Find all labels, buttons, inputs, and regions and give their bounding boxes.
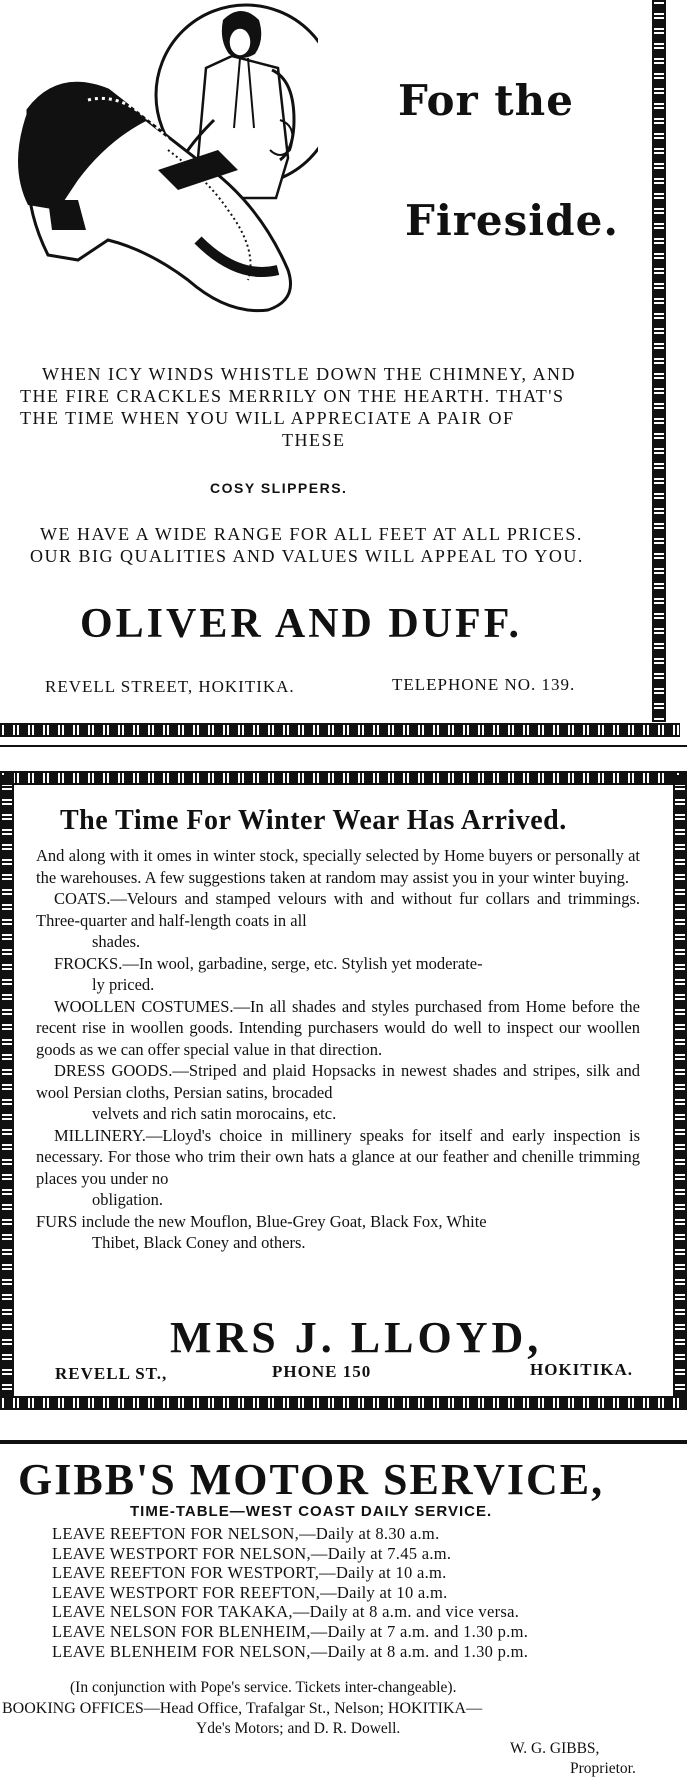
ad2-item-coats: COATS.—Velours and stamped velours with and without fur collars and trimmings. Three-quarter and half-length coats in all [36,889,640,930]
slipper-illustration [18,0,318,335]
ad2-item-woollen-costumes: WOOLLEN COSTUMES.—In all shades and styles purchased from Home before the recent rise in woollen goods. Intending purchasers would do well to inspect our woollen goods as we can offer special value in that direction. [36,996,640,1059]
ad2-title: The Time For Winter Wear Has Arrived. [60,805,567,836]
ad1-paragraph1-line: WHEN ICY WINDS WHISTLE DOWN THE CHIMNEY, AND [42,364,576,384]
ad2-intro: And along with it omes in winter stock, specially selected by Home buyers or personally at the warehouses. A few suggestions taken at random may assist you in your winter buying. [36,846,640,887]
ad3-booking-line2: Yde's Motors; and D. R. Dowell. [196,1720,401,1737]
ad2-item-frocks-tail: ly priced. [92,975,155,994]
ad2-left-border [0,771,14,1396]
ad2-item-dress-goods: DRESS GOODS.—Striped and plaid Hopsacks in newest shades and stripes, silk and wool Persian cloths, Persian satins, brocaded [36,1061,640,1102]
ad2-item-frocks: FROCKS.—In wool, garbadine, serge, etc. Stylish yet moderate- [54,953,483,973]
ad1-telephone: TELEPHONE NO. 139. [392,675,576,694]
timetable-row: LEAVE NELSON FOR TAKAKA,—Daily at 8 a.m. and vice versa. [52,1602,520,1622]
ad3-signature-role: Proprietor. [570,1760,636,1777]
ad3-booking-line1: BOOKING OFFICES—Head Office, Trafalgar St., Nelson; HOKITIKA— [2,1700,483,1717]
ad1-right-border [652,0,666,722]
ad2-body [36,845,640,1254]
ad3-firm-name: GIBB'S MOTOR SERVICE, [18,1455,605,1504]
timetable-row: LEAVE BLENHEIM FOR NELSON,—Daily at 8 a.m. and 1.30 p.m. [52,1641,529,1661]
ad1-paragraph1 [20,363,640,451]
ad3-signature: W. G. GIBBS, [510,1740,600,1757]
ad1-firm-name: OLIVER AND DUFF. [80,601,522,647]
timetable-row: LEAVE WESTPORT FOR NELSON,—Daily at 7.45 a.m. [52,1543,452,1563]
ad1-paragraph2 [30,523,650,567]
ad2-item-millinery: MILLINERY.—Lloyd's choice in millinery speaks for itself and early inspection is necessary. For those who trim their own hats a glance at our feather and chenille trimming places you under no [36,1125,640,1188]
ad2-phone: PHONE 150 [272,1362,372,1381]
ad2-town: HOKITIKA. [530,1360,633,1379]
ad1-paragraph2-line: WE HAVE A WIDE RANGE FOR ALL FEET AT ALL PRICES. [40,524,583,544]
ad2-firm-name: MRS J. LLOYD, [170,1313,543,1362]
timetable-row: LEAVE REEFTON FOR WESTPORT,—Daily at 10 a.m. [52,1563,447,1583]
ad1-bottom-rule [0,745,687,747]
ad2-item-furs-tail: Thibet, Black Coney and others. [92,1233,306,1252]
ad3-note: (In conjunction with Pope's service. Tickets inter-changeable). [70,1679,457,1696]
ad1-paragraph1-line: THE TIME WHEN YOU WILL APPRECIATE A PAIR OF [20,408,515,428]
ad1-paragraph1-line: THE FIRE CRACKLES MERRILY ON THE HEARTH. THAT'S [20,386,565,406]
ad3-timetable [52,1524,528,1661]
timetable-row: LEAVE NELSON FOR BLENHEIM,—Daily at 7 a.m. and 1.30 p.m. [52,1621,529,1641]
ad1-bottom-border [0,723,680,737]
ad2-item-dress-goods-tail: velvets and rich satin morocains, etc. [92,1104,337,1123]
ad1-heading-line1: For the [398,76,574,125]
timetable-row: LEAVE REEFTON FOR NELSON,—Daily at 8.30 a.m. [52,1524,440,1543]
ad2-street: REVELL ST., [55,1364,168,1383]
ad1-paragraph1-line: THESE [282,430,346,450]
timetable-row: LEAVE WESTPORT FOR REEFTON,—Daily at 10 a.m. [52,1582,448,1602]
ad1-address: REVELL STREET, HOKITIKA. [45,677,295,696]
ad3-subtitle: TIME-TABLE—WEST COAST DAILY SERVICE. [130,1503,493,1520]
ad1-heading-line2: Fireside. [405,196,619,245]
ad1-product: COSY SLIPPERS. [210,480,348,496]
ad2-top-border [0,771,687,785]
ad2-item-millinery-tail: obligation. [92,1190,164,1209]
ad2-right-border [673,771,687,1396]
ad2-item-coats-tail: shades. [92,932,141,951]
ad2-item-furs: FURS include the new Mouflon, Blue-Grey Goat, Black Fox, White [36,1211,487,1231]
ad3-top-rule [0,1440,687,1444]
ad1-paragraph2-line: OUR BIG QUALITIES AND VALUES WILL APPEAL TO YOU. [30,546,584,566]
ad2-bottom-border [0,1396,687,1410]
